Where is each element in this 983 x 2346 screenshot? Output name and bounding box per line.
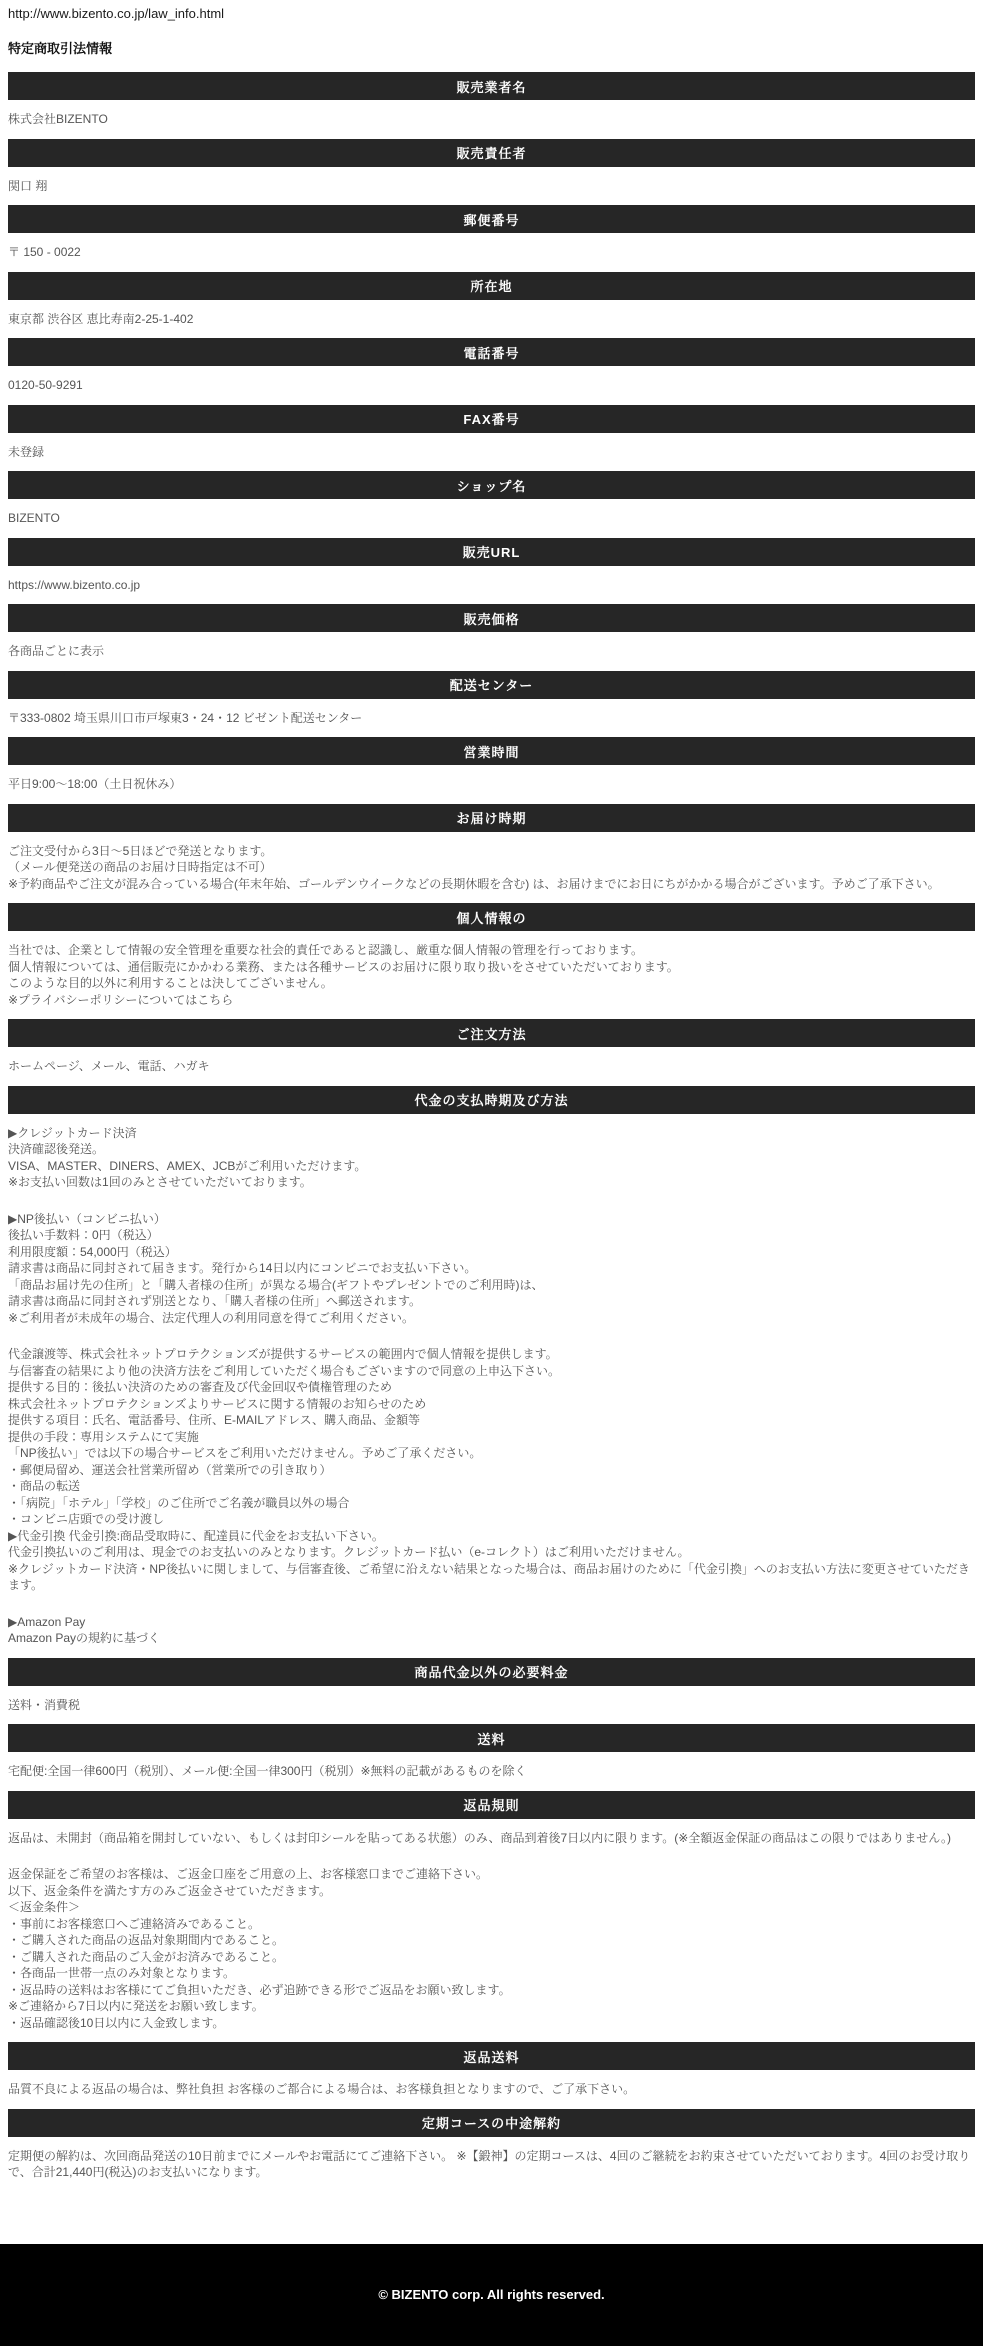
law-info-section [8,1086,975,1658]
law-info-section [8,903,975,1019]
section-header-bar: 販売業者名 [8,72,975,100]
section-content [8,300,975,339]
section-header-bar: 定期コースの中途解約 [8,2109,975,2137]
copyright-text: © BIZENTO corp. All rights reserved. [378,2287,605,2302]
section-content [8,1819,975,2043]
page-url: http://www.bizento.co.jp/law_info.html [8,6,225,21]
section-header-bar: 販売価格 [8,604,975,632]
text-line: ・返品確認後10日以内に入金致します。 [8,2015,225,2030]
section-header-bar: 商品代金以外の必要料金 [8,1658,975,1686]
text-line: 定期便の解約は、次回商品発送の10日前までにメールやお電話にてご連絡下さい。 ※【鍛神】の定期コースは、4回のご継続をお約束させていただいております。4回のお受け取りで、合計21,440円(税込)のお支払いになります。 [8,2148,971,2179]
section-content [8,2137,975,2192]
text-line: 提供の手段：専用システムにて実施 [8,1429,199,1444]
text-line: ・返品時の送料はお客様にてご負担いただき、必ず追跡できる形でご返品をお願い致します。 [8,1982,511,1997]
text-line: 代金譲渡等、株式会社ネットプロテクションズが提供するサービスの範囲内で個人情報を提供します。 [8,1347,558,1361]
section-header-bar: 販売URL [8,538,975,566]
law-info-section [8,1724,975,1791]
text-line: （メール便発送の商品のお届け日時指定は不可） [8,860,272,874]
law-info-section [8,139,975,206]
section-content [8,433,975,472]
section-content [8,931,975,1019]
law-info-section [8,671,975,738]
section-header-bar: ご注文方法 [8,1019,975,1047]
section-header-bar: 送料 [8,1724,975,1752]
text-line: 株式会社BIZENTO [8,112,108,126]
section-header-bar: 返品送料 [8,2042,975,2070]
text-line: ・各商品一世帯一点のみ対象となります。 [8,1966,236,1980]
text-line: ・郵便局留め、運送会社営業所留め（営業所での引き取り） [8,1462,332,1477]
text-line: ▶Amazon Pay [8,1614,86,1629]
text-line: ※ご利用者が未成年の場合、法定代理人の利用同意を得てご利用ください。 [8,1310,415,1325]
text-line: 個人情報については、通信販売にかかわる業務、または各種サービスのお届けに限り取り扱いをさせていただいております。 [8,959,679,974]
section-content [8,566,975,605]
blank-line [8,1191,975,1211]
text-line: 以下、返金条件を満たす方のみご返金させていただきます。 [8,1883,332,1898]
text-line: BIZENTO [8,511,60,525]
section-content [8,1686,975,1725]
text-line: ▶クレジットカード決済 [8,1125,137,1140]
section-content [8,167,975,206]
text-line: ・ご購入された商品の返品対象期間内であること。 [8,1933,285,1947]
section-header-bar: 販売責任者 [8,139,975,167]
text-line: 株式会社ネットプロテクションズよりサービスに関する情報のお知らせのため [8,1396,427,1411]
law-info-section [8,737,975,804]
section-header-bar: 個人情報の [8,903,975,931]
text-line: ※予約商品やご注文が混み合っている場合(年末年始、ゴールデンウイークなどの長期休暇を含む) は、お届けまでにお日にちがかかる場合がございます。予めご了承下さい。 [8,876,940,891]
law-info-section [8,72,975,139]
text-line: ▶NP後払い（コンビニ払い） [8,1211,166,1226]
section-header-bar: 代金の支払時期及び方法 [8,1086,975,1114]
text-line: 代金引換払いのご利用は、現金でのお支払いのみとなります。クレジットカード払い（e-コレクト）はご利用いただけません。 [8,1545,690,1559]
blank-line [8,1846,975,1866]
section-content [8,233,975,272]
section-header-bar: 配送センター [8,671,975,699]
section-content [8,366,975,405]
text-line: 利用限度額：54,000円（税込） [8,1244,177,1259]
law-info-section [8,272,975,339]
section-content [8,632,975,671]
text-line: 0120-50-9291 [8,378,83,392]
text-line: 当社では、企業として情報の安全管理を重要な社会的責任であると認識し、厳重な個人情報の管理を行っております。 [8,943,644,957]
page-title: 特定商取引法情報 [8,41,113,56]
text-line: ※プライバシーポリシーについてはこちら [8,992,234,1007]
section-header-bar: お届け時期 [8,804,975,832]
blank-line [8,1326,975,1346]
text-line: ホームページ、メール、電話、ハガキ [8,1059,210,1073]
section-header-bar: ショップ名 [8,471,975,499]
section-header-bar: 所在地 [8,272,975,300]
section-header-bar: 電話番号 [8,338,975,366]
text-line: 未登録 [8,444,45,459]
text-line: 返金保証をご希望のお客様は、ご返金口座をご用意の上、お客様窓口までご連絡下さい。 [8,1867,489,1881]
text-line: 請求書は商品に同封されず別送となり、「購入者様の住所」へ郵送されます。 [8,1294,422,1308]
text-line: ※クレジットカード決済・NP後払いに関しまして、与信審査後、ご希望に沿えない結果となった場合は、商品お届けのために「代金引換」へのお支払い方法に変更させていただきます。 [8,1561,970,1592]
text-line: Amazon Payの規約に基づく [8,1631,161,1645]
law-info-section [8,338,975,405]
section-content [8,1047,975,1086]
text-line: ※お支払い回数は1回のみとさせていただいております。 [8,1175,312,1189]
section-header-bar: 郵便番号 [8,205,975,233]
law-info-section [8,2109,975,2192]
text-line: ・コンビニ店頭での受け渡し [8,1512,165,1526]
law-info-section [8,1658,975,1725]
law-info-section [8,538,975,605]
text-line: VISA、MASTER、DINERS、AMEX、JCBがご利用いただけます。 [8,1158,367,1173]
text-line: 各商品ごとに表示 [8,644,105,658]
text-line: 宅配便:全国一律600円（税別）、メール便:全国一律300円（税別）※無料の記載があるものを除く [8,1764,527,1778]
section-content [8,100,975,139]
section-content [8,499,975,538]
text-line: ・事前にお客様窓口へご連絡済みであること。 [8,1916,261,1931]
text-line: 決済確認後発送。 [8,1142,105,1156]
law-info-section [8,405,975,472]
text-line: 「NP後払い」では以下の場合サービスをご利用いただけません。予めご了承ください。 [8,1446,482,1460]
text-line: ＜返金条件＞ [8,1900,81,1914]
law-info-section [8,804,975,904]
text-line: ▶代金引換 代金引換:商品受取時に、配達員に代金をお支払い下さい。 [8,1528,384,1543]
text-line: このような目的以外に利用することは決してございません。 [8,976,333,990]
section-header-bar: 返品規則 [8,1791,975,1819]
text-line: 〒 150 - 0022 [8,245,81,259]
text-line: 請求書は商品に同封されて届きます。発行から14日以内にコンビニでお支払い下さい。 [8,1261,477,1275]
section-content [8,832,975,904]
text-line: 与信審査の結果により他の決済方法をご利用していただく場合もございますので同意の上申込下さい。 [8,1363,561,1378]
text-line: ※ご連絡から7日以内に発送をお願い致します。 [8,1999,264,2013]
text-line: 東京都 渋谷区 恵比寿南2-25-1-402 [8,311,194,326]
law-info-section [8,1019,975,1086]
text-line: 関口 翔 [8,178,48,193]
text-line: ・「病院」「ホテル」「学校」のご住所でご名義が職員以外の場合 [8,1495,350,1510]
text-line: ・商品の転送 [8,1479,81,1493]
footer [0,2244,983,2346]
section-content [8,1114,975,1658]
text-line: 「商品お届け先の住所」と「購入者様の住所」が異なる場合(ギフトやプレゼントでのご利用時)は、 [8,1277,544,1292]
text-line: 〒333-0802 埼玉県川口市戸塚東3・24・12 ビゼント配送センター [8,710,363,725]
section-header-bar: FAX番号 [8,405,975,433]
text-line: 送料・消費税 [8,1697,81,1712]
blank-line [8,1594,975,1614]
text-line: 返品は、未開封（商品箱を開封していない、もしくは封印シールを貼ってある状態）のみ、商品到着後7日以内に限ります。(※全額返金保証の商品はこの限りではありません。) [8,1830,951,1845]
section-content [8,1752,975,1791]
sections-container [8,72,975,2192]
text-line: 提供する項目：氏名、電話番号、住所、E-MAILアドレス、購入商品、金額等 [8,1413,421,1427]
law-info-section [8,205,975,272]
law-info-section [8,471,975,538]
text-line: 平日9:00〜18:00（土日祝休み） [8,777,182,791]
text-line: https://www.bizento.co.jp [8,577,141,592]
text-line: ご注文受付から3日〜5日ほどで発送となります。 [8,843,273,858]
text-line: 品質不良による返品の場合は、弊社負担 お客様のご都合による場合は、お客様負担となりますので、ご了承下さい。 [8,2082,636,2096]
text-line: 後払い手数料：0円（税込） [8,1228,159,1242]
text-line: 提供する目的：後払い決済のための審査及び代金回収や債権管理のため [8,1380,393,1394]
section-content [8,2070,975,2109]
text-line: ・ご購入された商品のご入金がお済みであること。 [8,1949,285,1964]
law-info-section [8,2042,975,2109]
section-content [8,699,975,738]
law-info-section [8,1791,975,2043]
law-info-section [8,604,975,671]
section-header-bar: 営業時間 [8,737,975,765]
section-content [8,765,975,804]
